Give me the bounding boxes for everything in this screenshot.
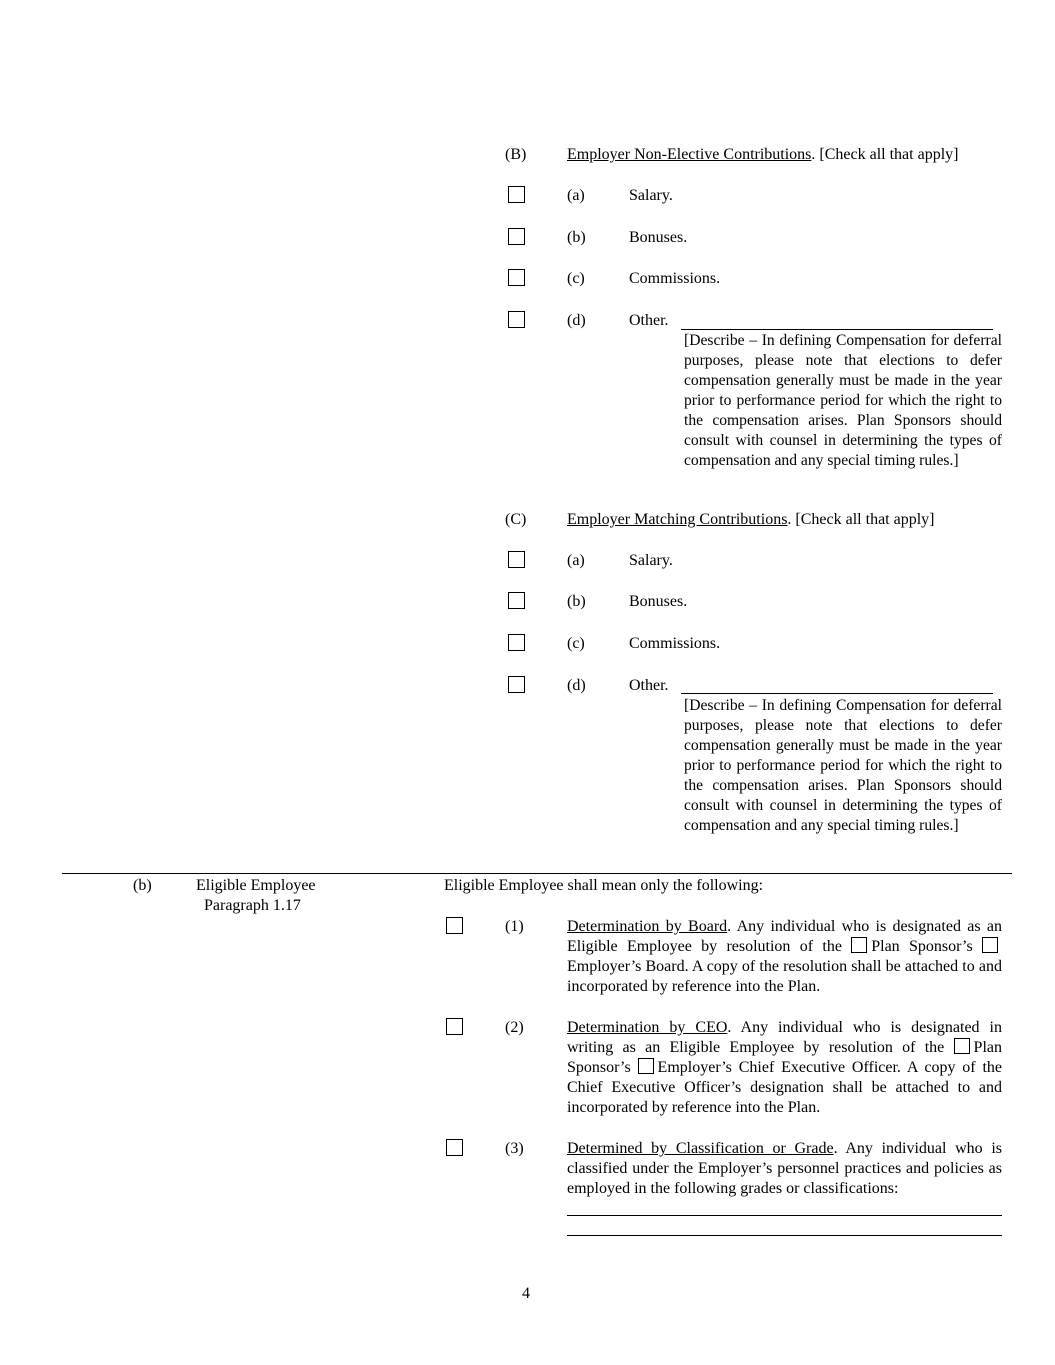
eligible-letter: (b) [133,877,152,894]
eligible-title: Eligible Employee [196,877,316,894]
checkbox-plan-sponsor-ceo[interactable] [954,1038,970,1054]
item-text: Commissions. [629,270,721,287]
section-c-heading: Employer Matching Contributions [567,511,788,528]
section-c-header [567,510,934,530]
item-text: Commissions. [629,635,721,652]
option-ceo-text-2: Plan Sponsor’s [567,1039,1002,1077]
checkbox-b-bonuses[interactable] [508,228,525,245]
item-text: Other. [629,677,669,694]
option-number: (3) [505,1140,524,1157]
item-text: Bonuses. [629,229,688,246]
item-letter: (b) [567,593,586,610]
section-divider [62,873,1012,874]
page-number: 4 [522,1285,530,1302]
option-ceo-text-1: . Any individual who is designated in writing as an Eligible Employee by resolution of the [567,1019,1002,1057]
checkbox-determination-ceo[interactable] [446,1018,463,1035]
other-fill-line-c[interactable] [681,693,993,694]
item-letter: (a) [567,552,585,569]
item-letter: (d) [567,677,586,694]
checkbox-b-commissions[interactable] [508,269,525,286]
checkbox-b-salary[interactable] [508,186,525,203]
other-fill-line-b[interactable] [681,329,993,330]
option-grade-text [567,1139,1002,1199]
checkbox-c-bonuses[interactable] [508,592,525,609]
eligible-paragraph-ref: Paragraph 1.17 [204,897,301,914]
option-ceo-text-3: Employer’s Chief Executive Officer. A copy of the Chief Executive Officer’s designation shall be attached to and incorporated by reference into the Plan. [567,1059,1002,1117]
option-number: (2) [505,1019,524,1036]
grade-fill-line-1[interactable] [567,1215,1002,1216]
option-board-heading: Determination by Board [567,918,728,935]
option-number: (1) [505,918,524,935]
section-b-heading: Employer Non-Elective Contributions [567,146,812,163]
describe-note-b: [Describe – In defining Compensation for deferral purposes, please note that elections to defer compensation generally must be made in the year prior to performance period for which the right to the compensation arises. Plan Sponsors should consult with counsel in determining the types of compensation and any special timing rules.] [684,332,1002,469]
checkbox-b-other[interactable] [508,311,525,328]
item-letter: (b) [567,229,586,246]
item-text: Other. [629,312,669,329]
checkbox-plan-sponsor-board[interactable] [851,937,867,953]
checkbox-classification-grade[interactable] [446,1139,463,1156]
option-board-text [567,917,1002,997]
option-board-text-2: Plan Sponsor’s [871,938,982,956]
section-b-label: (B) [505,146,527,163]
checkbox-employer-board[interactable] [982,937,998,953]
checkbox-employer-ceo[interactable] [638,1058,654,1074]
eligible-intro: Eligible Employee shall mean only the following: [444,877,764,894]
item-letter: (c) [567,270,585,287]
grade-fill-line-2[interactable] [567,1235,1002,1236]
option-grade-heading: Determined by Classification or Grade [567,1140,834,1157]
option-ceo-text [567,1018,1002,1118]
option-ceo-heading: Determination by CEO [567,1019,728,1036]
section-b-header [567,145,958,165]
item-letter: (d) [567,312,586,329]
describe-note-c: [Describe – In defining Compensation for deferral purposes, please note that elections to defer compensation generally must be made in the year prior to performance period for which the right to the compensation arises. Plan Sponsors should consult with counsel in determining the types of compensation and any special timing rules.] [684,697,1002,834]
checkbox-c-salary[interactable] [508,551,525,568]
item-text: Bonuses. [629,593,688,610]
checkbox-determination-board[interactable] [446,917,463,934]
item-text: Salary. [629,552,673,569]
option-board-text-3: Employer’s Board. A copy of the resolution shall be attached to and incorporated by reference into the Plan. [567,958,1002,996]
option-grade-text-1: . Any individual who is classified under the Employer’s personnel practices and policies as employed in the following grades or classifications: [567,1140,1003,1198]
section-c-label: (C) [505,511,527,528]
item-text: Salary. [629,187,673,204]
checkbox-c-other[interactable] [508,676,525,693]
item-letter: (a) [567,187,585,204]
item-letter: (c) [567,635,585,652]
section-b-instruction: . [Check all that apply] [811,146,959,163]
checkbox-c-commissions[interactable] [508,634,525,651]
section-c-instruction: . [Check all that apply] [787,511,935,528]
option-board-text-1: . Any individual who is designated as an Eligible Employee by resolution of the [567,918,1003,956]
